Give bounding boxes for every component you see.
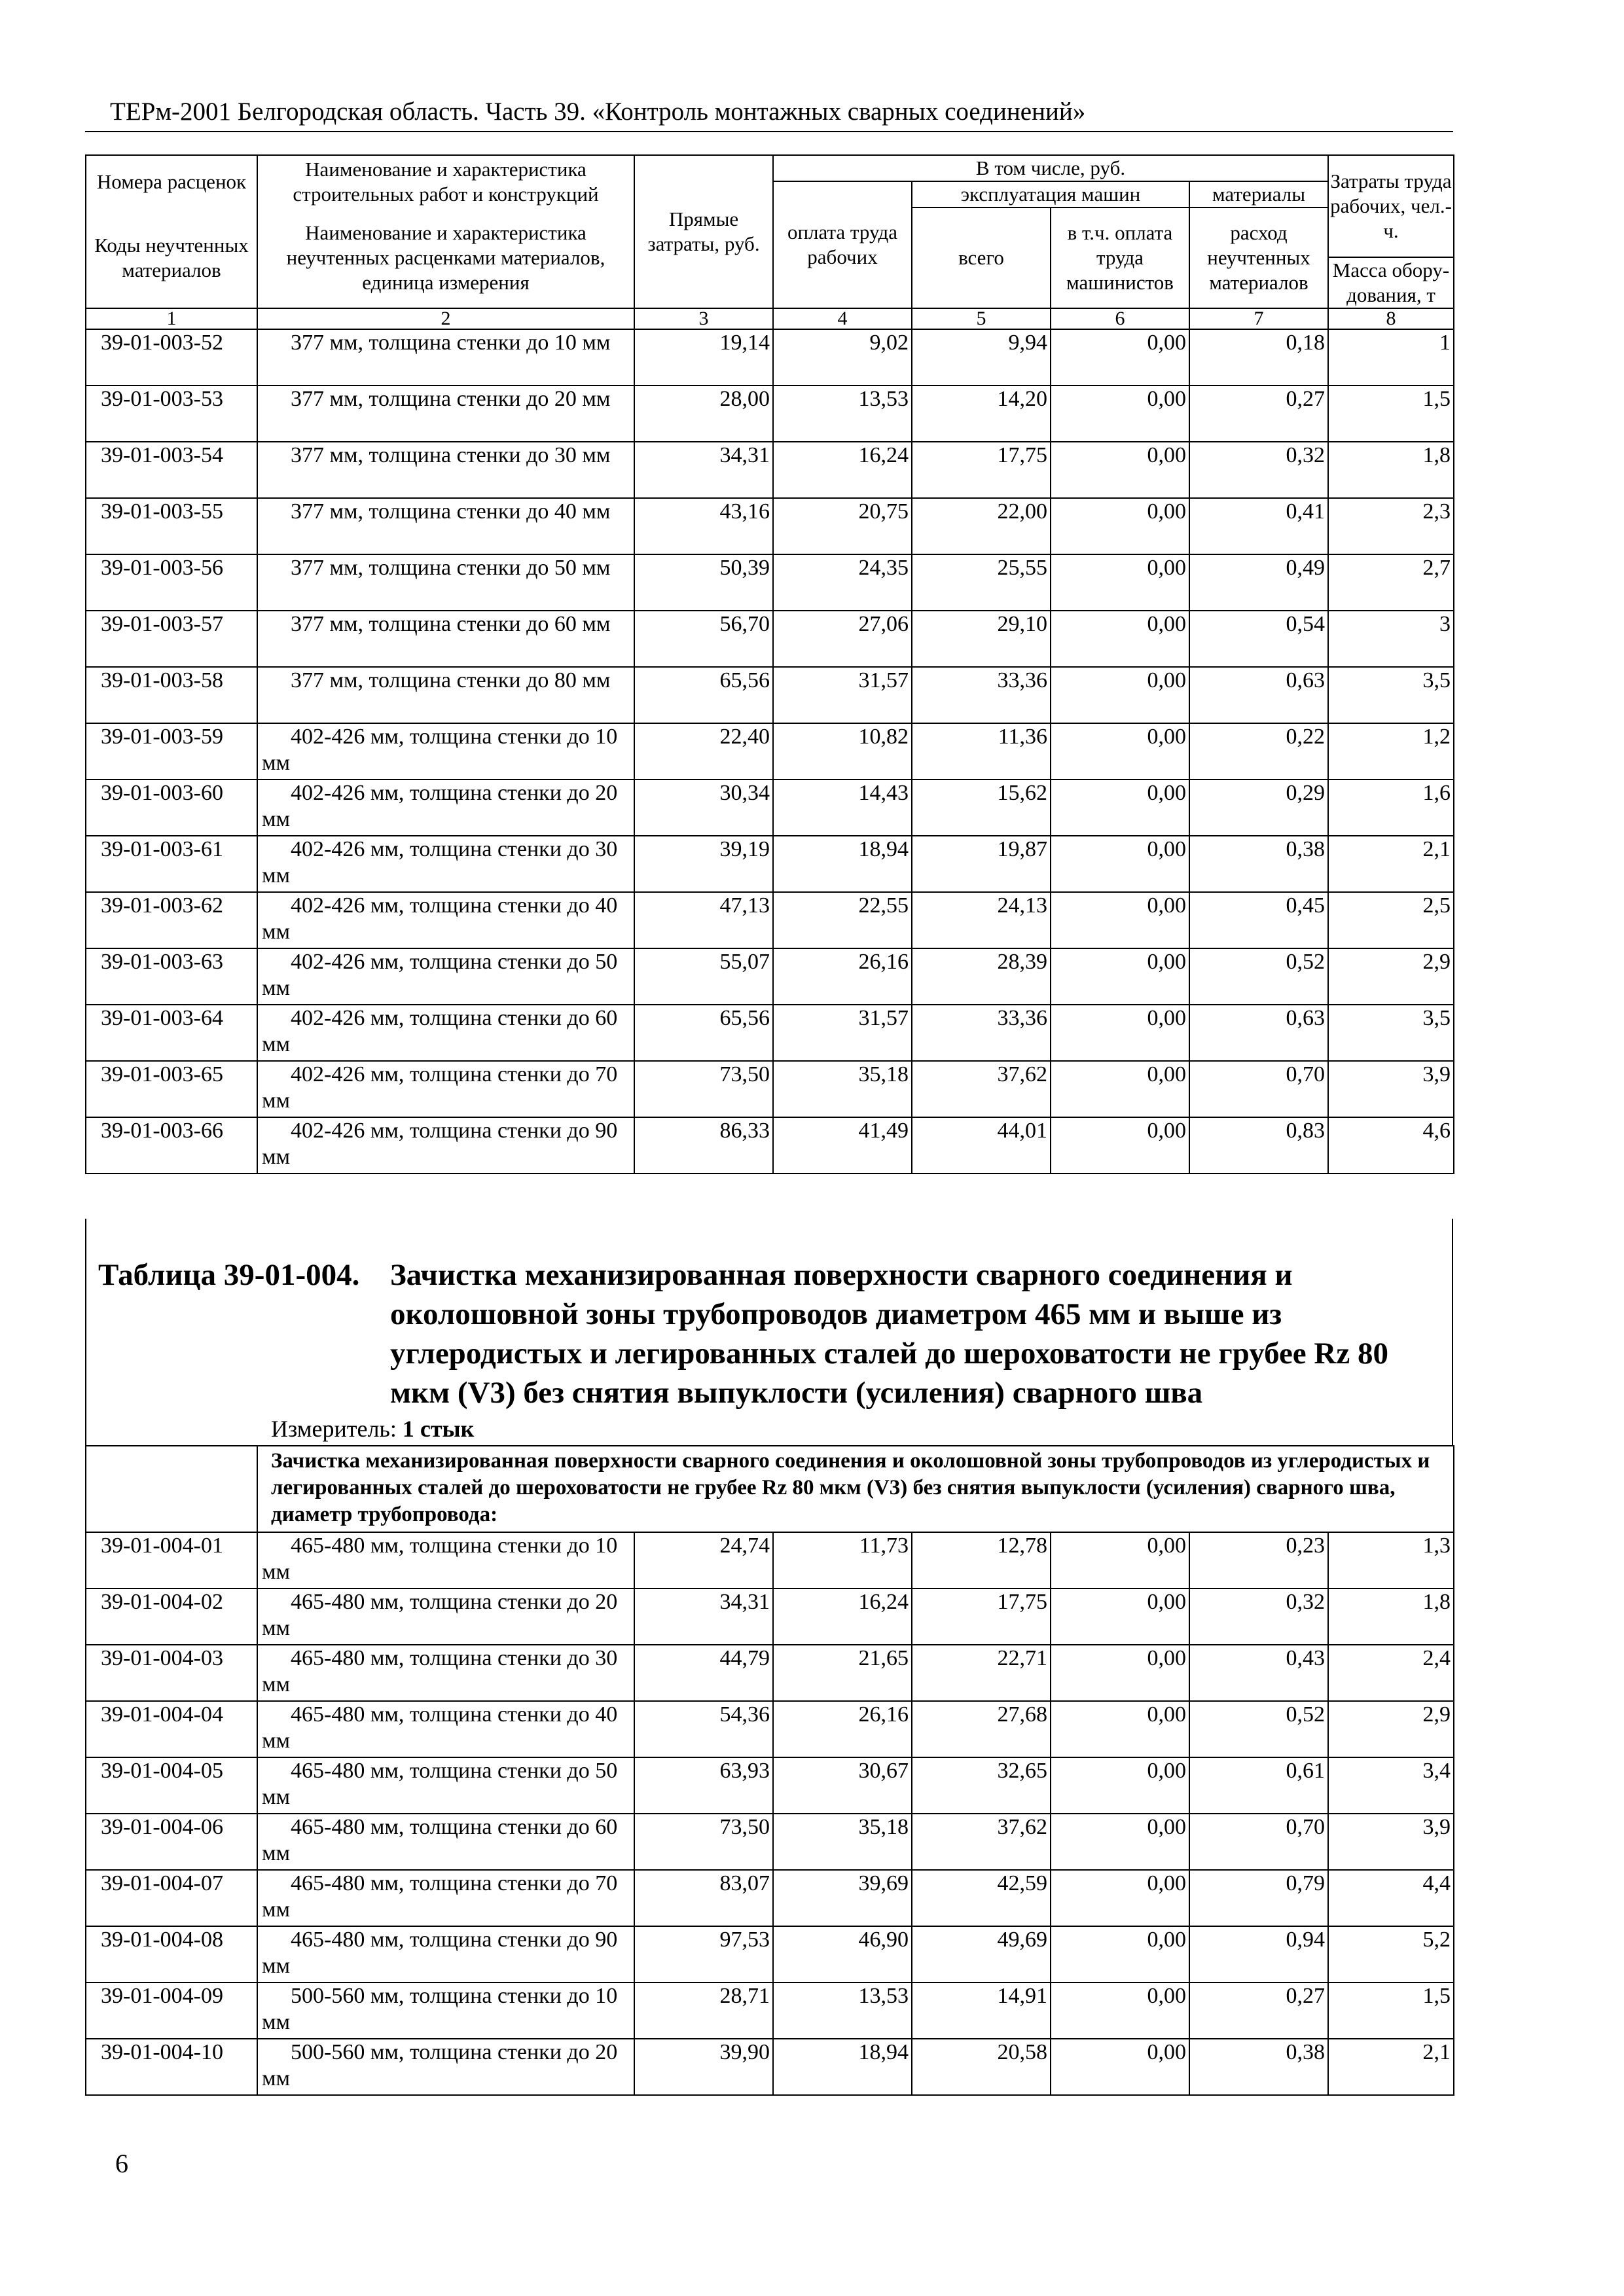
column-number: 5 — [912, 308, 1051, 329]
labor-hours: 1,8 — [1328, 1588, 1454, 1645]
direct-costs: 56,70 — [634, 611, 773, 667]
machines-total: 33,36 — [912, 1005, 1051, 1061]
col2-header-top: Наименование и характеристика строительных работ и конструкций — [257, 155, 634, 207]
materials-cost: 0,83 — [1189, 1117, 1328, 1174]
rate-code: 39-01-004-08 — [86, 1926, 257, 1982]
rate-code: 39-01-003-61 — [86, 836, 257, 892]
labor-pay: 20,75 — [773, 498, 912, 554]
materials-cost: 0,49 — [1189, 554, 1328, 611]
table-row — [86, 1982, 1454, 2039]
table-body-b — [86, 1446, 1454, 1532]
table-row — [86, 554, 1454, 611]
direct-costs: 34,31 — [634, 1588, 773, 1645]
work-name: 402-426 мм, толщина стенки до 90 мм — [257, 1117, 634, 1174]
rate-code: 39-01-004-01 — [86, 1532, 257, 1588]
work-name: 377 мм, толщина стенки до 20 мм — [257, 386, 634, 442]
table-row — [86, 948, 1454, 1005]
machines-total: 32,65 — [912, 1757, 1051, 1814]
direct-costs: 65,56 — [634, 1005, 773, 1061]
table-row — [86, 1588, 1454, 1645]
materials-header: материалы — [1189, 181, 1328, 207]
work-name: 465-480 мм, толщина стенки до 30 мм — [257, 1645, 634, 1701]
labor-pay: 16,24 — [773, 1588, 912, 1645]
labor-pay: 30,67 — [773, 1757, 912, 1814]
rate-code: 39-01-004-05 — [86, 1757, 257, 1814]
machinists-pay: 0,00 — [1051, 442, 1189, 498]
materials-cost: 0,22 — [1189, 723, 1328, 780]
machinists-pay: 0,00 — [1051, 498, 1189, 554]
machines-total: 44,01 — [912, 1117, 1051, 1174]
machinists-pay: 0,00 — [1051, 1814, 1189, 1870]
table-row — [86, 892, 1454, 948]
section-desc-spacer — [86, 1446, 257, 1532]
machinists-pay: 0,00 — [1051, 1926, 1189, 1982]
rate-code: 39-01-004-04 — [86, 1701, 257, 1757]
machines-total: 24,13 — [912, 892, 1051, 948]
labor-pay: 31,57 — [773, 667, 912, 723]
rate-code: 39-01-003-53 — [86, 386, 257, 442]
column-number: 4 — [773, 308, 912, 329]
table-row — [86, 1814, 1454, 1870]
materials-cost: 0,61 — [1189, 1757, 1328, 1814]
machines-total: 25,55 — [912, 554, 1051, 611]
labor-pay: 31,57 — [773, 1005, 912, 1061]
work-name: 402-426 мм, толщина стенки до 60 мм — [257, 1005, 634, 1061]
work-name: 402-426 мм, толщина стенки до 30 мм — [257, 836, 634, 892]
machinists-pay: 0,00 — [1051, 1982, 1189, 2039]
meter-value: 1 стык — [402, 1416, 475, 1442]
column-number: 7 — [1189, 308, 1328, 329]
machinists-pay: 0,00 — [1051, 1757, 1189, 1814]
labor-hours: 4,6 — [1328, 1117, 1454, 1174]
table-row — [86, 1005, 1454, 1061]
labor-pay: 41,49 — [773, 1117, 912, 1174]
labor-pay: 24,35 — [773, 554, 912, 611]
direct-costs: 39,90 — [634, 2039, 773, 2095]
column-number: 1 — [86, 308, 257, 329]
labor-pay: 13,53 — [773, 386, 912, 442]
table-row — [86, 611, 1454, 667]
materials-cost: 0,43 — [1189, 1645, 1328, 1701]
direct-costs: 34,31 — [634, 442, 773, 498]
section-title — [98, 1255, 1434, 1412]
materials-cost: 0,70 — [1189, 1814, 1328, 1870]
machinists-pay: 0,00 — [1051, 554, 1189, 611]
rate-code: 39-01-003-60 — [86, 780, 257, 836]
work-name: 500-560 мм, толщина стенки до 10 мм — [257, 1982, 634, 2039]
work-name: 402-426 мм, толщина стенки до 50 мм — [257, 948, 634, 1005]
rate-code: 39-01-003-56 — [86, 554, 257, 611]
column-number: 6 — [1051, 308, 1189, 329]
labor-pay: 22,55 — [773, 892, 912, 948]
machines-total: 19,87 — [912, 836, 1051, 892]
column-number: 3 — [634, 308, 773, 329]
materials-cost: 0,32 — [1189, 1588, 1328, 1645]
labor-hours: 3,9 — [1328, 1814, 1454, 1870]
table-row — [86, 780, 1454, 836]
machinists-pay: 0,00 — [1051, 329, 1189, 386]
machinists-pay: 0,00 — [1051, 892, 1189, 948]
rate-code: 39-01-004-06 — [86, 1814, 257, 1870]
rate-code: 39-01-003-59 — [86, 723, 257, 780]
work-name: 500-560 мм, толщина стенки до 20 мм — [257, 2039, 634, 2095]
running-header: ТЕРм-2001 Белгородская область. Часть 39. «Контроль монтажных сварных соединений» — [110, 98, 1086, 126]
table-row — [86, 836, 1454, 892]
rate-code: 39-01-004-02 — [86, 1588, 257, 1645]
price-table-continued — [85, 1445, 1454, 2096]
machinists-pay: 0,00 — [1051, 1588, 1189, 1645]
labor-hours: 2,9 — [1328, 1701, 1454, 1757]
direct-costs: 65,56 — [634, 667, 773, 723]
machines-total: 37,62 — [912, 1061, 1051, 1117]
materials-cost: 0,79 — [1189, 1870, 1328, 1926]
labor-pay: 35,18 — [773, 1061, 912, 1117]
table-row — [86, 1757, 1454, 1814]
col4-header: оплата труда рабочих — [773, 181, 912, 308]
machinists-pay: 0,00 — [1051, 1701, 1189, 1757]
rate-code: 39-01-003-66 — [86, 1117, 257, 1174]
materials-cost: 0,27 — [1189, 386, 1328, 442]
labor-pay: 26,16 — [773, 948, 912, 1005]
direct-costs: 22,40 — [634, 723, 773, 780]
materials-cost: 0,23 — [1189, 1532, 1328, 1588]
materials-cost: 0,29 — [1189, 780, 1328, 836]
direct-costs: 44,79 — [634, 1645, 773, 1701]
direct-costs: 28,71 — [634, 1982, 773, 2039]
section-label: Таблица 39-01-004. — [98, 1258, 360, 1292]
machines-total: 27,68 — [912, 1701, 1051, 1757]
table-row — [86, 1870, 1454, 1926]
materials-cost: 0,45 — [1189, 892, 1328, 948]
direct-costs: 63,93 — [634, 1757, 773, 1814]
work-name: 465-480 мм, толщина стенки до 60 мм — [257, 1814, 634, 1870]
col8-header-top: Затраты труда рабочих, чел.-ч. — [1328, 155, 1454, 257]
machinists-pay: 0,00 — [1051, 1117, 1189, 1174]
machinists-pay: 0,00 — [1051, 948, 1189, 1005]
machines-total: 28,39 — [912, 948, 1051, 1005]
machinists-pay: 0,00 — [1051, 723, 1189, 780]
machines-total: 20,58 — [912, 2039, 1051, 2095]
machinists-pay: 0,00 — [1051, 386, 1189, 442]
labor-hours: 1,5 — [1328, 386, 1454, 442]
rate-code: 39-01-004-07 — [86, 1870, 257, 1926]
materials-cost: 0,18 — [1189, 329, 1328, 386]
labor-hours: 2,1 — [1328, 2039, 1454, 2095]
section-description: Зачистка механизированная поверхности сварного соединения и околошовной зоны трубопроводов из углеродистых и легированных сталей до шероховатости не грубее Rz 80 мкм (V3) без снятия выпуклости (усиления) сварного шва, диаметр трубопровода: — [257, 1446, 1454, 1532]
materials-cost: 0,38 — [1189, 2039, 1328, 2095]
labor-hours: 2,1 — [1328, 836, 1454, 892]
machines-total: 22,00 — [912, 498, 1051, 554]
labor-hours: 2,4 — [1328, 1645, 1454, 1701]
rate-code: 39-01-003-63 — [86, 948, 257, 1005]
direct-costs: 54,36 — [634, 1701, 773, 1757]
direct-costs: 97,53 — [634, 1926, 773, 1982]
machinists-pay: 0,00 — [1051, 1061, 1189, 1117]
page-number: 6 — [115, 2149, 128, 2178]
machinists-pay: 0,00 — [1051, 780, 1189, 836]
labor-hours: 2,9 — [1328, 948, 1454, 1005]
work-name: 465-480 мм, толщина стенки до 70 мм — [257, 1870, 634, 1926]
materials-cost: 0,52 — [1189, 948, 1328, 1005]
labor-hours: 1,5 — [1328, 1982, 1454, 2039]
labor-pay: 18,94 — [773, 836, 912, 892]
work-name: 377 мм, толщина стенки до 50 мм — [257, 554, 634, 611]
work-name: 465-480 мм, толщина стенки до 10 мм — [257, 1532, 634, 1588]
rate-code: 39-01-003-62 — [86, 892, 257, 948]
materials-cost: 0,27 — [1189, 1982, 1328, 2039]
direct-costs: 43,16 — [634, 498, 773, 554]
labor-hours: 3 — [1328, 611, 1454, 667]
machinists-pay: 0,00 — [1051, 1005, 1189, 1061]
rate-code: 39-01-004-10 — [86, 2039, 257, 2095]
table-row — [86, 1926, 1454, 1982]
labor-pay: 35,18 — [773, 1814, 912, 1870]
work-name: 465-480 мм, толщина стенки до 20 мм — [257, 1588, 634, 1645]
labor-hours: 2,5 — [1328, 892, 1454, 948]
table-row — [86, 498, 1454, 554]
rate-code: 39-01-003-55 — [86, 498, 257, 554]
machines-total: 17,75 — [912, 442, 1051, 498]
machines-total: 17,75 — [912, 1588, 1051, 1645]
table-row — [86, 442, 1454, 498]
table-head — [86, 155, 1454, 329]
labor-pay: 21,65 — [773, 1645, 912, 1701]
column-number: 8 — [1328, 308, 1454, 329]
rate-code: 39-01-004-09 — [86, 1982, 257, 2039]
work-name: 377 мм, толщина стенки до 60 мм — [257, 611, 634, 667]
machines-total: 9,94 — [912, 329, 1051, 386]
table-row — [86, 1645, 1454, 1701]
column-number: 2 — [257, 308, 634, 329]
direct-costs: 73,50 — [634, 1814, 773, 1870]
labor-pay: 11,73 — [773, 1532, 912, 1588]
meter-line — [271, 1415, 474, 1443]
column-numbers-row — [86, 308, 1454, 329]
machinists-pay: 0,00 — [1051, 611, 1189, 667]
col1-header-top: Номера расценок — [86, 155, 257, 207]
work-name: 402-426 мм, толщина стенки до 20 мм — [257, 780, 634, 836]
machinists-pay: 0,00 — [1051, 836, 1189, 892]
labor-pay: 14,43 — [773, 780, 912, 836]
labor-hours: 1,2 — [1328, 723, 1454, 780]
work-name: 402-426 мм, толщина стенки до 40 мм — [257, 892, 634, 948]
labor-hours: 3,4 — [1328, 1757, 1454, 1814]
machines-total: 22,71 — [912, 1645, 1051, 1701]
rate-code: 39-01-003-57 — [86, 611, 257, 667]
table-row — [86, 386, 1454, 442]
labor-pay: 16,24 — [773, 442, 912, 498]
labor-hours: 1,8 — [1328, 442, 1454, 498]
machinists-pay: 0,00 — [1051, 2039, 1189, 2095]
meter-label: Измеритель: — [271, 1416, 397, 1442]
machines-total: 37,62 — [912, 1814, 1051, 1870]
col6-header: в т.ч. оплата труда машинистов — [1051, 207, 1189, 308]
machines-total: 29,10 — [912, 611, 1051, 667]
labor-pay: 27,06 — [773, 611, 912, 667]
table-row — [86, 329, 1454, 386]
labor-pay: 13,53 — [773, 1982, 912, 2039]
table-row — [86, 1701, 1454, 1757]
machines-total: 12,78 — [912, 1532, 1051, 1588]
direct-costs: 19,14 — [634, 329, 773, 386]
direct-costs: 83,07 — [634, 1870, 773, 1926]
materials-cost: 0,63 — [1189, 667, 1328, 723]
labor-hours: 1 — [1328, 329, 1454, 386]
table-row — [86, 723, 1454, 780]
rate-code: 39-01-003-64 — [86, 1005, 257, 1061]
machines-total: 11,36 — [912, 723, 1051, 780]
table-body-b-rows — [86, 1532, 1454, 2095]
direct-costs: 55,07 — [634, 948, 773, 1005]
machinists-pay: 0,00 — [1051, 667, 1189, 723]
machinists-pay: 0,00 — [1051, 1645, 1189, 1701]
direct-costs: 24,74 — [634, 1532, 773, 1588]
direct-costs: 73,50 — [634, 1061, 773, 1117]
table-row — [86, 667, 1454, 723]
table-row — [86, 1117, 1454, 1174]
work-name: 377 мм, толщина стенки до 30 мм — [257, 442, 634, 498]
materials-cost: 0,32 — [1189, 442, 1328, 498]
machines-total: 33,36 — [912, 667, 1051, 723]
col7-header: расход неучтенных материалов — [1189, 207, 1328, 308]
labor-pay: 39,69 — [773, 1870, 912, 1926]
group-header: В том числе, руб. — [773, 155, 1328, 181]
labor-hours: 2,7 — [1328, 554, 1454, 611]
labor-hours: 3,5 — [1328, 1005, 1454, 1061]
labor-hours: 1,3 — [1328, 1532, 1454, 1588]
work-name: 402-426 мм, толщина стенки до 10 мм — [257, 723, 634, 780]
work-name: 402-426 мм, толщина стенки до 70 мм — [257, 1061, 634, 1117]
materials-cost: 0,54 — [1189, 611, 1328, 667]
direct-costs: 39,19 — [634, 836, 773, 892]
col2-header-bottom: Наименование и характеристика неучтенных расценками материалов, единица измерения — [257, 207, 634, 308]
direct-costs: 28,00 — [634, 386, 773, 442]
col1-header-bottom: Коды неучтенных материалов — [86, 207, 257, 308]
labor-hours: 1,6 — [1328, 780, 1454, 836]
machines-total: 14,91 — [912, 1982, 1051, 2039]
materials-cost: 0,38 — [1189, 836, 1328, 892]
materials-cost: 0,52 — [1189, 1701, 1328, 1757]
work-name: 465-480 мм, толщина стенки до 50 мм — [257, 1757, 634, 1814]
machines-total: 15,62 — [912, 780, 1051, 836]
machines-total: 42,59 — [912, 1870, 1051, 1926]
materials-cost: 0,63 — [1189, 1005, 1328, 1061]
materials-cost: 0,70 — [1189, 1061, 1328, 1117]
header-rule — [85, 131, 1453, 132]
table-row — [86, 2039, 1454, 2095]
section-title-text: Зачистка механизированная поверхности сварного соединения и околошовной зоны трубопроводов диаметром 465 мм и выше из углеродистых и легированных сталей до шероховатости не грубее Rz 80 мкм (V3) без снятия выпуклости (усиления) сварного шва — [390, 1258, 1388, 1410]
col5-header: всего — [912, 207, 1051, 308]
materials-cost: 0,94 — [1189, 1926, 1328, 1982]
work-name: 465-480 мм, толщина стенки до 90 мм — [257, 1926, 634, 1982]
labor-hours: 3,5 — [1328, 667, 1454, 723]
work-name: 377 мм, толщина стенки до 80 мм — [257, 667, 634, 723]
price-table — [85, 154, 1454, 1174]
labor-hours: 4,4 — [1328, 1870, 1454, 1926]
labor-pay: 18,94 — [773, 2039, 912, 2095]
table-row — [86, 1061, 1454, 1117]
machines-total: 49,69 — [912, 1926, 1051, 1982]
materials-cost: 0,41 — [1189, 498, 1328, 554]
direct-costs: 86,33 — [634, 1117, 773, 1174]
section-header — [85, 1219, 1453, 1446]
work-name: 377 мм, толщина стенки до 10 мм — [257, 329, 634, 386]
labor-hours: 3,9 — [1328, 1061, 1454, 1117]
machines-header: эксплуатация машин — [912, 181, 1189, 207]
rate-code: 39-01-003-58 — [86, 667, 257, 723]
machines-total: 14,20 — [912, 386, 1051, 442]
labor-pay: 10,82 — [773, 723, 912, 780]
labor-pay: 9,02 — [773, 329, 912, 386]
work-name: 377 мм, толщина стенки до 40 мм — [257, 498, 634, 554]
machinists-pay: 0,00 — [1051, 1532, 1189, 1588]
labor-hours: 5,2 — [1328, 1926, 1454, 1982]
table-row — [86, 1532, 1454, 1588]
table-body-a — [86, 329, 1454, 1174]
machinists-pay: 0,00 — [1051, 1870, 1189, 1926]
direct-costs: 50,39 — [634, 554, 773, 611]
labor-pay: 26,16 — [773, 1701, 912, 1757]
work-name: 465-480 мм, толщина стенки до 40 мм — [257, 1701, 634, 1757]
direct-costs: 47,13 — [634, 892, 773, 948]
rate-code: 39-01-004-03 — [86, 1645, 257, 1701]
rate-code: 39-01-003-52 — [86, 329, 257, 386]
labor-hours: 2,3 — [1328, 498, 1454, 554]
col8-header-bottom: Масса обору-дования, т — [1328, 257, 1454, 308]
rate-code: 39-01-003-54 — [86, 442, 257, 498]
labor-pay: 46,90 — [773, 1926, 912, 1982]
direct-costs: 30,34 — [634, 780, 773, 836]
col3-header: Прямые затраты, руб. — [634, 155, 773, 308]
rate-code: 39-01-003-65 — [86, 1061, 257, 1117]
